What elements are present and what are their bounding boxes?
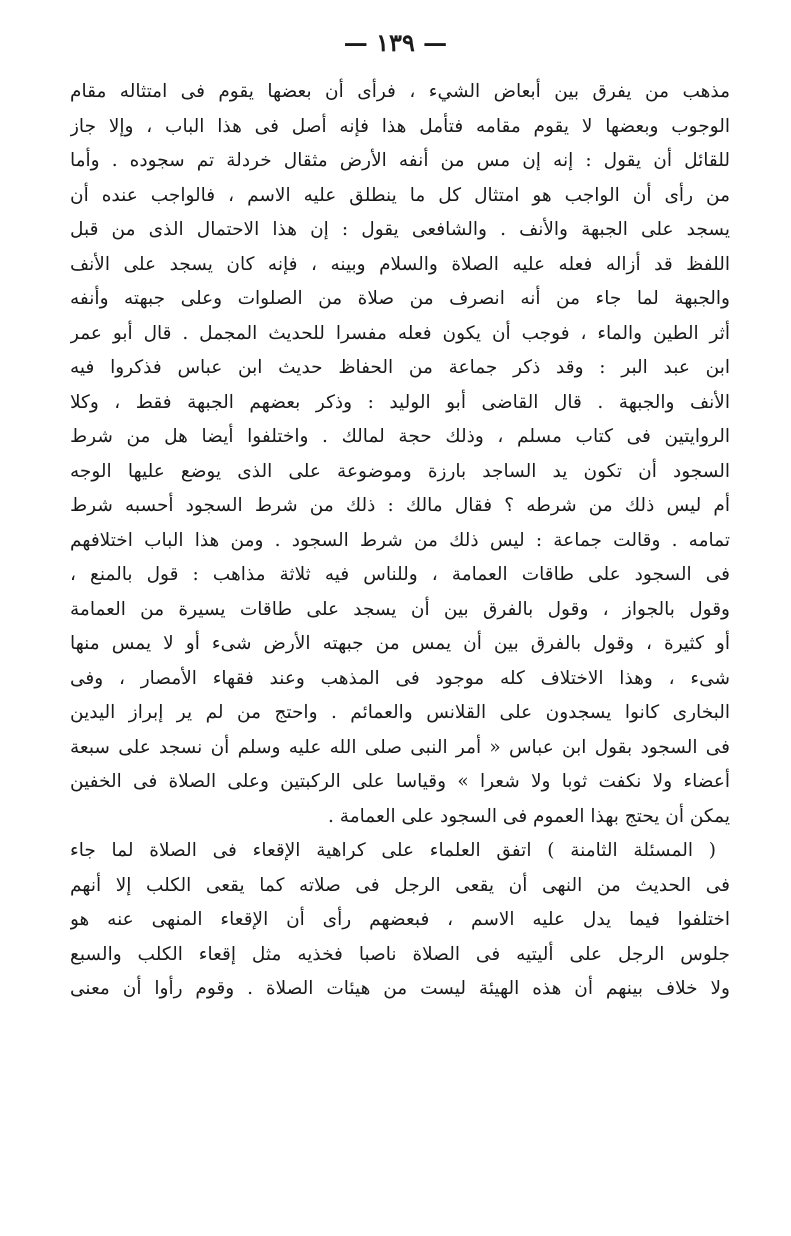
- text-line: شىء ، وهذا الاختلاف كله موجود فى المذهب وعند فقهاء الأمصار ، وفى: [70, 667, 730, 689]
- text-line: جلوس الرجل على أليتيه فى الصلاة ناصبا فخذيه مثل إقعاء الكلب والسبع: [70, 943, 730, 965]
- text-line: أعضاء ولا نكفت ثوبا ولا شعرا » وقياسا على الركبتين وعلى الصلاة فى الخفين: [70, 771, 730, 792]
- text-line: أثر الطين والماء ، فوجب أن يكون فعله مفسرا للحديث المجمل . قال أبو عمر: [70, 322, 730, 344]
- text-line: الوجوب وبعضها لا يقوم مقامه فتأمل هذا فإنه أصل فى هذا الباب ، وإلا جاز: [70, 115, 730, 137]
- body-text: [70, 75, 730, 1007]
- text-line: أو كثيرة ، وقول بالفرق بين أن يمس من جبهته الأرض شىء أو لا يمس منها: [70, 633, 730, 654]
- text-line: ولا خلاف بينهم أن هذه الهيئة ليست من هيئات الصلاة . وقوم رأوا أن معنى: [70, 978, 730, 999]
- text-line: اللفظ قد أزاله فعله عليه الصلاة والسلام وبينه ، فإنه كان يسجد على الأنف: [70, 253, 730, 275]
- text-line: يسجد على الجبهة والأنف . والشافعى يقول : إن هذا الاحتمال الذى من قبل: [70, 219, 730, 240]
- text-line: الروايتين فى كتاب مسلم ، وذلك حجة لمالك . واختلفوا أيضا هل من شرط: [70, 426, 730, 447]
- text-line: وقول بالجواز ، وقول بالفرق بين أن يسجد على طاقات يسيرة من العمامة: [70, 598, 730, 620]
- text-line: فى السجود على طاقات العمامة ، وللناس فيه ثلاثة مذاهب : قول بالمنع ،: [70, 564, 730, 585]
- text-line: تمامه . وقالت جماعة : ليس ذلك من شرط السجود . ومن هذا الباب اختلافهم: [70, 529, 730, 551]
- text-line: الأنف والجبهة . قال القاضى أبو الوليد : وذكر بعضهم الجبهة فقط ، وكلا: [70, 391, 730, 413]
- text-line: السجود أن تكون يد الساجد بارزة وموضوعة على الذى يوضع عليها الوجه: [70, 460, 730, 482]
- text-line: فى السجود بقول ابن عباس « أمر النبى صلى الله عليه وسلم أن نسجد على سبعة: [70, 736, 730, 758]
- section-heading-line: ( المسئلة الثامنة ) اتفق العلماء على كراهية الإقعاء فى الصلاة لما جاء: [70, 840, 716, 861]
- text-line: للقائل أن يقول : إنه إن مس من أنفه الأرض مثقال خردلة تم سجوده . وأما: [70, 150, 730, 171]
- text-line: مذهب من يفرق بين أبعاض الشيء ، فرأى أن بعضها يقوم فى امتثاله مقام: [70, 81, 730, 102]
- text-line: من رأى أن الواجب هو امتثال كل ما ينطلق عليه الاسم ، فالواجب عنده أن: [70, 184, 730, 206]
- paragraph-end-line: يمكن أن يحتج بهذا العموم فى السجود على العمامة .: [328, 805, 730, 827]
- text-line: والجبهة لما جاء من أنه انصرف من صلاة من الصلوات وعلى جبهته وأنفه: [70, 288, 730, 309]
- text-line: أم ليس ذلك من شرطه ؟ فقال مالك : ذلك من شرط السجود أحسبه شرط: [70, 495, 730, 516]
- text-line: اختلفوا فيما يدل عليه الاسم ، فبعضهم رأى أن الإقعاء المنهى عنه هو: [70, 909, 730, 930]
- text-line: فى الحديث من النهى أن يقعى الرجل فى صلاته كما يقعى الكلب إلا أنهم: [70, 874, 730, 896]
- text-line: البخارى كانوا يسجدون على القلانس والعمائم . واحتج من لم ير إبراز اليدين: [70, 702, 730, 723]
- text-line: ابن عبد البر : وقد ذكر جماعة من الحفاظ حديث ابن عباس فذكروا فيه: [70, 357, 730, 378]
- page-number: — ١٣٩ —: [343, 28, 448, 57]
